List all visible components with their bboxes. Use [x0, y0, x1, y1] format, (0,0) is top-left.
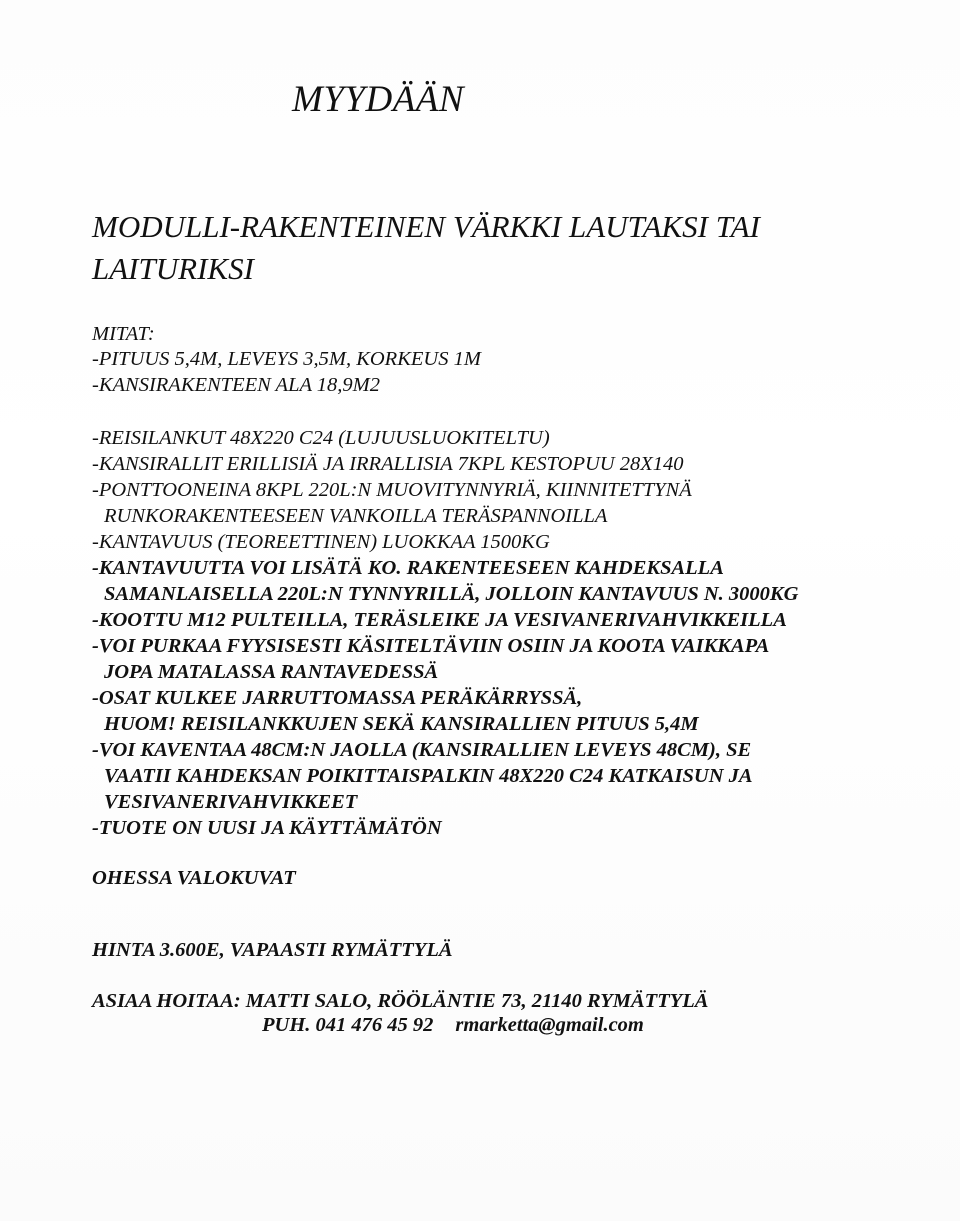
- contact-email: rmarketta@gmail.com: [455, 1014, 644, 1036]
- page-subtitle: MODULLI-RAKENTEINEN VÄRKKI LAUTAKSI TAI LAITURIKSI: [92, 209, 760, 286]
- photos-note: OHESSA VALOKUVAT: [92, 867, 296, 889]
- dimensions-line: -KANSIRAKENTEEN ALA 18,9M2: [92, 374, 380, 396]
- spec-line: -REISILANKUT 48X220 C24 (LUJUUSLUOKITELTU): [92, 427, 550, 449]
- spec-line: -TUOTE ON UUSI JA KÄYTTÄMÄTÖN: [92, 817, 442, 839]
- spec-line: -KANTAVUUS (TEOREETTINEN) LUOKKAA 1500KG: [92, 531, 550, 553]
- spec-line: -OSAT KULKEE JARRUTTOMASSA PERÄKÄRRYSSÄ,: [92, 687, 583, 709]
- spec-line: HUOM! REISILANKKUJEN SEKÄ KANSIRALLIEN PITUUS 5,4M: [104, 713, 699, 735]
- spec-line: SAMANLAISELLA 220L:N TYNNYRILLÄ, JOLLOIN KANTAVUUS N. 3000KG: [104, 583, 799, 605]
- spec-line: -KOOTTU M12 PULTEILLA, TERÄSLEIKE JA VESIVANERIVAHVIKKEILLA: [92, 609, 787, 631]
- spec-line: JOPA MATALASSA RANTAVEDESSÄ: [104, 661, 439, 683]
- contact-phone: PUH. 041 476 45 92: [262, 1014, 434, 1036]
- contact-phone-row: [262, 1013, 644, 1037]
- spec-line: VAATII KAHDEKSAN POIKITTAISPALKIN 48X220 C24 KATKAISUN JA: [104, 765, 753, 787]
- spec-line: -KANSIRALLIT ERILLISIÄ JA IRRALLISIA 7KPL KESTOPUU 28X140: [92, 453, 684, 475]
- spec-line: -PONTTOONEINA 8KPL 220L:N MUOVITYNNYRIÄ, KIINNITETTYNÄ: [92, 479, 692, 501]
- spec-line: -VOI PURKAA FYYSISESTI KÄSITELTÄVIIN OSIIN JA KOOTA VAIKKAPA: [92, 635, 770, 657]
- page-title: MYYDÄÄN: [292, 79, 465, 120]
- price-line: HINTA 3.600E, VAPAASTI RYMÄTTYLÄ: [92, 939, 453, 961]
- spec-line: VESIVANERIVAHVIKKEET: [104, 791, 358, 813]
- spec-line: -KANTAVUUTTA VOI LISÄTÄ KO. RAKENTEESEEN KAHDEKSALLA: [92, 557, 724, 579]
- spec-line: RUNKORAKENTEESEEN VANKOILLA TERÄSPANNOILLA: [104, 505, 608, 527]
- spec-line: -VOI KAVENTAA 48CM:N JAOLLA (KANSIRALLIEN LEVEYS 48CM), SE: [92, 739, 752, 761]
- dimensions-heading: MITAT:: [92, 323, 155, 345]
- dimensions-line: -PITUUS 5,4M, LEVEYS 3,5M, KORKEUS 1M: [92, 348, 481, 370]
- contact-line: ASIAA HOITAA: MATTI SALO, RÖÖLÄNTIE 73, 21140 RYMÄTTYLÄ: [92, 990, 709, 1012]
